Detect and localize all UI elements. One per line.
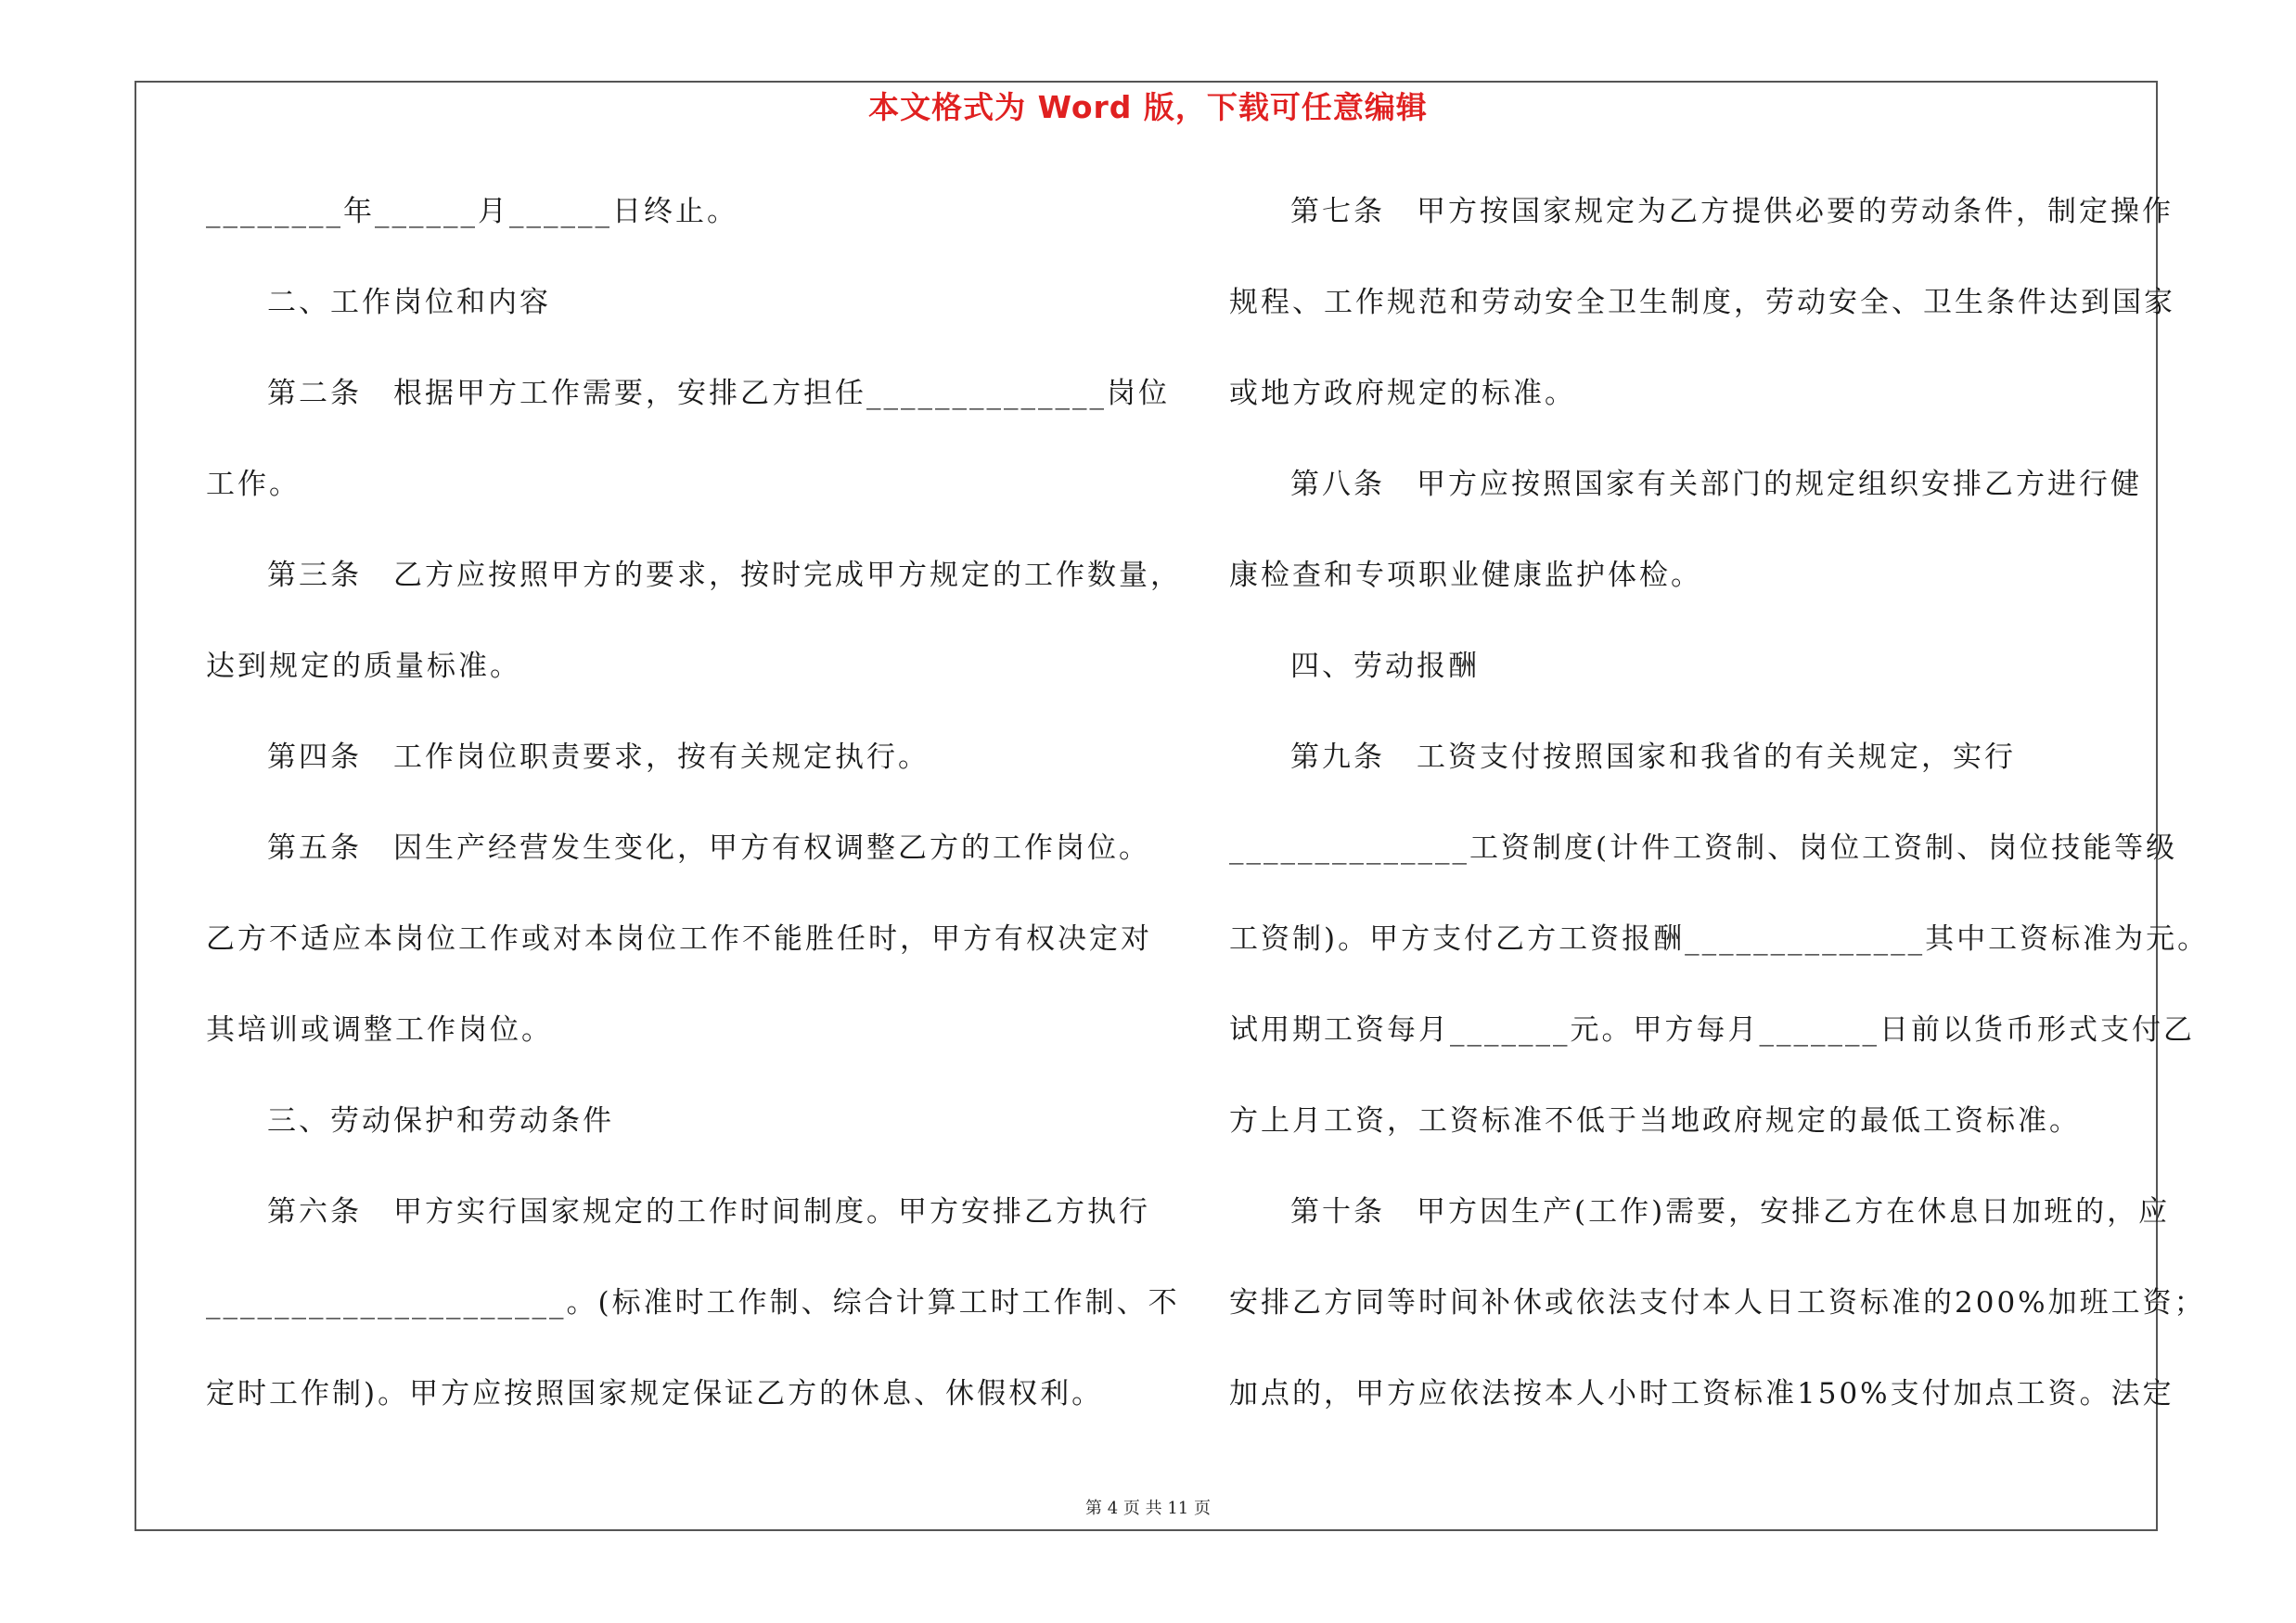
paragraph-line: 方上月工资，工资标准不低于当地政府规定的最低工资标准。 [1229, 1104, 2081, 1138]
paragraph-line: 第九条 工资支付按照国家和我省的有关规定，实行 [1290, 741, 2016, 774]
paragraph-line: 安排乙方同等时间补休或依法支付本人日工资标准的200%加班工资； [1229, 1286, 2206, 1320]
paragraph-line: 加点的，甲方应依法按本人小时工资标准150%支付加点工资。法定 [1229, 1377, 2174, 1410]
paragraph-line: 第三条 乙方应按照甲方的要求，按时完成甲方规定的工作数量， [267, 559, 1182, 592]
paragraph-line: 定时工作制)。甲方应按照国家规定保证乙方的休息、休假权利。 [206, 1377, 1104, 1410]
paragraph-line: 达到规定的质量标准。 [206, 650, 521, 683]
paragraph-line: 第六条 甲方实行国家规定的工作时间制度。甲方安排乙方执行 [267, 1195, 1150, 1229]
paragraph-line: 第五条 因生产经营发生变化，甲方有权调整乙方的工作岗位。 [267, 831, 1150, 865]
left-column [206, 184, 1182, 1457]
paragraph-line: 规程、工作规范和劳动安全卫生制度，劳动安全、卫生条件达到国家 [1229, 286, 2175, 319]
right-column [1229, 184, 2210, 1457]
paragraph-line: 第七条 甲方按国家规定为乙方提供必要的劳动条件，制定操作 [1290, 195, 2174, 228]
watermark-header-title: 本文格式为 Word 版，下载可任意编辑 [868, 89, 1428, 125]
paragraph-line: 或地方政府规定的标准。 [1229, 377, 1576, 410]
paragraph-line: ________年______月______日终止。 [206, 195, 738, 228]
page-number-footer: 第 4 页 共 11 页 [1085, 1499, 1211, 1518]
paragraph-line: ______________工资制度(计件工资制、岗位工资制、岗位技能等级 [1229, 831, 2178, 865]
paragraph-line: 工资制)。甲方支付乙方工资报酬______________其中工资标准为元。 [1229, 922, 2210, 956]
paragraph-line: 乙方不适应本岗位工作或对本岗位工作不能胜任时，甲方有权决定对 [206, 922, 1152, 956]
paragraph-line: 其培训或调整工作岗位。 [206, 1013, 553, 1047]
section-heading: 二、工作岗位和内容 [267, 286, 551, 319]
section-heading: 三、劳动保护和劳动条件 [267, 1104, 614, 1138]
paragraph-line: 康检查和专项职业健康监护体检。 [1229, 559, 1702, 592]
paragraph-line: 第二条 根据甲方工作需要，安排乙方担任______________岗位 [267, 377, 1170, 410]
paragraph-line: 第四条 工作岗位职责要求，按有关规定执行。 [267, 741, 930, 774]
paragraph-line: 工作。 [206, 468, 301, 501]
paragraph-line: 第十条 甲方因生产(工作)需要，安排乙方在休息日加班的，应 [1290, 1195, 2171, 1229]
paragraph-line: 第八条 甲方应按照国家有关部门的规定组织安排乙方进行健 [1290, 468, 2142, 501]
paragraph-line: 试用期工资每月_______元。甲方每月_______日前以货币形式支付乙 [1229, 1013, 2195, 1047]
paragraph-line: _____________________。(标准时工作制、综合计算工时工作制、不 [206, 1286, 1180, 1320]
section-heading: 四、劳动报酬 [1290, 650, 1480, 683]
